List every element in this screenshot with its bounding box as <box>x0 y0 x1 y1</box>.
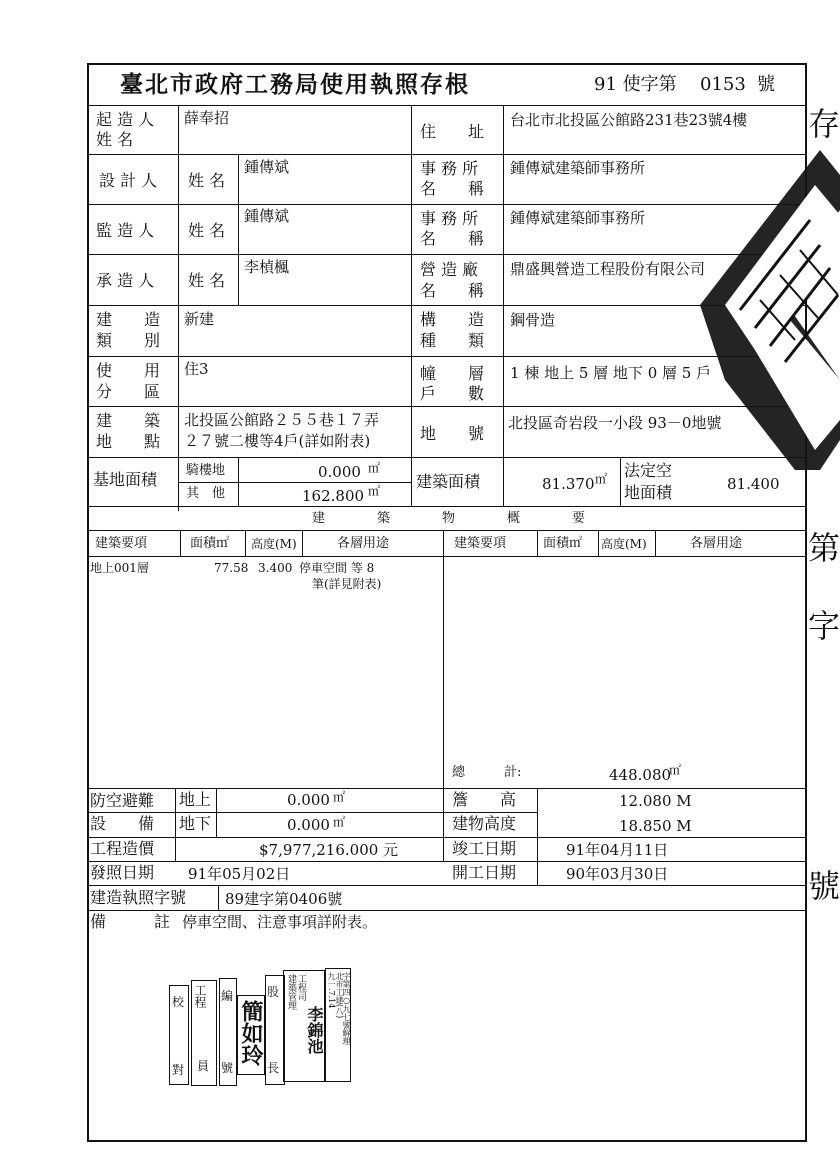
supervisor-office-label-2: 名 稱 <box>420 229 485 248</box>
site-line-1: 北投區公館路２５５巷１７弄 <box>184 411 380 429</box>
date-stamp-line-1: 九一.7.14 <box>327 972 336 1009</box>
department-chief-name: 李錦池 <box>305 1006 324 1054</box>
supervisor-label: 監 造 人 <box>96 221 155 240</box>
contractor-company: 鼎盛興營造工程股份有限公司 <box>510 260 706 278</box>
company-label-2: 名 稱 <box>420 281 485 300</box>
address-label: 住 址 <box>420 122 485 141</box>
build-permit-label: 建造執照字號 <box>90 888 187 907</box>
supervisor-name: 鍾傳斌 <box>244 207 290 225</box>
construction-cost: $7,977,216.000 元 <box>259 841 399 859</box>
col-area-left: 面積㎡ <box>190 536 230 551</box>
supervisor-name-label: 姓 名 <box>188 221 226 240</box>
company-label-1: 營 造 廠 <box>420 260 479 279</box>
permit-suffix: 號 <box>757 74 775 95</box>
start-date-label: 開工日期 <box>452 863 517 882</box>
floor-row-item: 地上001層 <box>90 561 149 575</box>
col-item-left: 建築要項 <box>95 536 148 551</box>
col-area-right: 面積㎡ <box>543 536 583 551</box>
air-raid-label-2: 設 備 <box>90 814 155 833</box>
form-title: 臺北市政府工務局使用執照存根 <box>120 71 470 98</box>
margin-char-1: 存 <box>808 105 840 143</box>
issue-date: 91年05月02日 <box>188 865 291 883</box>
chief-seal-name: 簡如玲 <box>238 1000 264 1066</box>
floor-row-height: 3.400 <box>258 561 293 575</box>
build-permit-number: 89建字第0406號 <box>225 890 343 908</box>
start-date: 90年03月30日 <box>566 865 669 883</box>
designer-office-label-2: 名 稱 <box>420 179 485 198</box>
date-stamp-line-3: 字第四○九七號解理 <box>342 972 351 1045</box>
serial-stamp-char-1: 編 <box>221 989 234 1003</box>
owner-label-1: 起 造 人 <box>96 110 155 129</box>
building-height-label: 建物高度 <box>452 814 517 833</box>
date-stamp-line-2: 北市工建(八) <box>335 972 344 1019</box>
air-above-label: 地上 <box>179 790 212 809</box>
site-label-1: 建 築 <box>96 411 161 430</box>
remarks-label: 備 註 <box>90 912 171 931</box>
air-below-label: 地下 <box>179 814 212 833</box>
legal-open-area: 81.400 <box>727 475 780 493</box>
contractor-name: 李楨楓 <box>244 258 290 276</box>
eaves-height-label: 簷 高 <box>452 790 517 809</box>
col-item-right: 建築要項 <box>454 536 507 551</box>
department-stamp-line-2: 工程司 <box>296 974 306 1001</box>
structure-type: 鋼骨造 <box>510 311 556 329</box>
contractor-name-label: 姓 名 <box>188 271 226 290</box>
other-label: 其 他 <box>186 486 226 501</box>
check-stamp-char-2: 對 <box>172 1063 185 1077</box>
designer-name: 鍾傳斌 <box>244 158 290 176</box>
arcade-unit: ㎡ <box>368 461 381 475</box>
overview-heading: 建 築 物 概 要 <box>312 511 586 526</box>
base-area-label: 基地面積 <box>93 470 158 489</box>
supervisor-office-label-1: 事 務 所 <box>420 209 479 228</box>
use-zone: 住3 <box>184 360 209 378</box>
diagonal-seal-stamp <box>700 90 840 470</box>
site-label-2: 地 點 <box>96 432 161 451</box>
col-height-left: 高度(M) <box>251 537 297 551</box>
eaves-height: 12.080 M <box>619 792 692 810</box>
supervisor-office: 鍾傳斌建築師事務所 <box>510 209 646 227</box>
permit-number: 0153 <box>700 74 746 95</box>
engineer-stamp-label-2: 員 <box>197 1059 210 1073</box>
use-zone-label-2: 分 區 <box>96 382 161 401</box>
other-area: 162.800 <box>302 487 365 505</box>
build-type-label-2: 類 別 <box>96 331 161 350</box>
check-stamp-char-1: 校 <box>172 995 185 1009</box>
margin-char-4: 號 <box>808 867 840 905</box>
margin-char-3: 字 <box>808 607 840 645</box>
building-height: 18.850 M <box>619 817 692 835</box>
owner-label-2: 姓 名 <box>96 130 134 149</box>
air-below-unit: ㎡ <box>333 815 346 829</box>
department-stamp-line-1: 建築管理 <box>286 974 296 1010</box>
floor-row-use-1: 停車空間 等 8 <box>299 561 375 575</box>
build-type: 新建 <box>184 310 215 328</box>
engineer-stamp-label: 工程 <box>193 984 207 1008</box>
building-area: 81.370 <box>542 475 595 493</box>
floor-row-use-2: 筆(詳見附表) <box>312 577 382 591</box>
owner-address: 台北市北投區公館路231巷23號4樓 <box>510 111 748 129</box>
total-label: 總 計: <box>452 765 522 780</box>
total-unit: ㎡ <box>669 763 682 777</box>
air-below-area: 0.000 <box>287 816 330 834</box>
lot-label: 地 號 <box>420 424 485 443</box>
building-area-label: 建築面積 <box>416 472 481 491</box>
legal-open-label-2: 地面積 <box>624 483 673 502</box>
issue-date-label: 發照日期 <box>90 863 155 882</box>
air-raid-label-1: 防空避難 <box>90 791 155 810</box>
build-type-label-1: 建 造 <box>96 310 161 329</box>
structure-label-1: 構 造 <box>420 310 485 329</box>
arcade-area: 0.000 <box>318 463 361 481</box>
designer-label: 設 計 人 <box>99 171 158 190</box>
col-use-right: 各層用途 <box>690 536 743 551</box>
designer-office: 鍾傳斌建築師事務所 <box>510 159 646 177</box>
designer-name-label: 姓 名 <box>188 171 226 190</box>
other-unit: ㎡ <box>368 484 381 498</box>
structure-label-2: 種 類 <box>420 331 485 350</box>
lot-number: 北投區奇岩段一小段 93－0地號 <box>508 414 722 432</box>
margin-char-2: 第 <box>808 529 840 567</box>
col-use-left: 各層用途 <box>337 536 390 551</box>
legal-open-label-1: 法定空 <box>624 461 673 480</box>
floors-label-2: 戶 數 <box>420 384 485 403</box>
floor-row-area: 77.58 <box>214 561 249 575</box>
contractor-label: 承 造 人 <box>96 271 155 290</box>
col-height-right: 高度(M) <box>601 537 647 551</box>
floors-units: 1 棟 地上 5 層 地下 0 層 5 戶 <box>510 364 712 382</box>
floors-label-1: 幢 層 <box>420 364 485 383</box>
completion-date-label: 竣工日期 <box>452 839 517 858</box>
total-area: 448.080 <box>609 766 672 784</box>
cost-label: 工程造價 <box>90 839 155 858</box>
use-zone-label-1: 使 用 <box>96 361 161 380</box>
owner-name: 薛奉招 <box>184 109 230 127</box>
serial-stamp-char-2: 號 <box>221 1061 234 1075</box>
section-head-stamp-char-1: 股 <box>267 985 280 999</box>
arcade-land-label: 騎樓地 <box>186 463 226 478</box>
permit-prefix: 91 使字第 <box>594 74 677 95</box>
remarks-text: 停車空間、注意事項詳附表。 <box>182 913 378 931</box>
air-above-area: 0.000 <box>287 791 330 809</box>
building-area-unit: ㎡ <box>595 472 608 486</box>
section-head-stamp-char-2: 長 <box>267 1061 280 1075</box>
completion-date: 91年04月11日 <box>566 841 669 859</box>
designer-office-label-1: 事 務 所 <box>420 159 479 178</box>
site-line-2: ２７號二樓等4戶(詳如附表) <box>184 432 371 450</box>
air-above-unit: ㎡ <box>333 790 346 804</box>
